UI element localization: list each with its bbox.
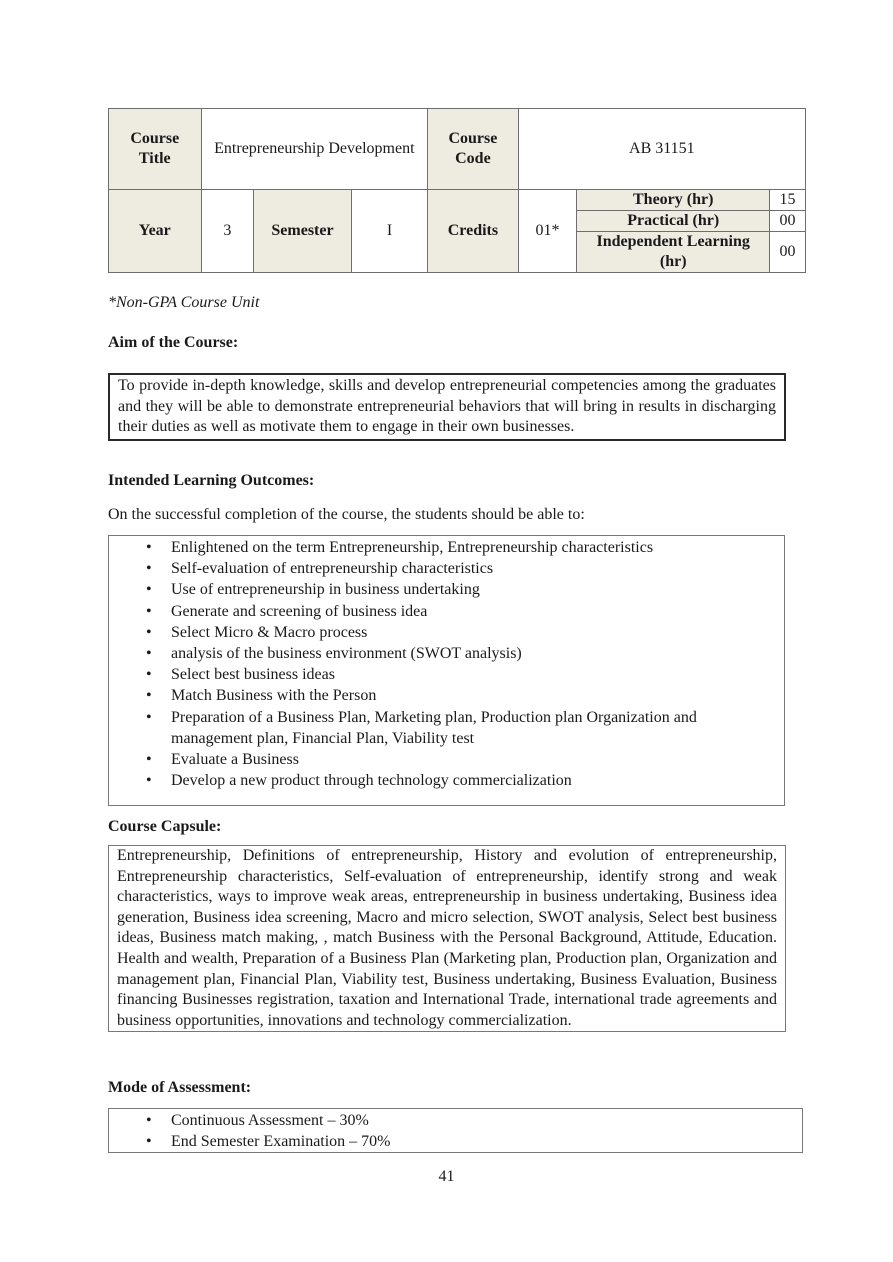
page-number: 41 xyxy=(438,1168,455,1185)
bullet-icon: • xyxy=(146,687,152,705)
bullet-icon: • xyxy=(146,772,152,790)
bullet-icon: • xyxy=(146,623,152,641)
bullet-icon: • xyxy=(146,581,152,599)
theory-hours-value: 15 xyxy=(770,190,806,211)
list-item: • Self-evaluation of entrepreneurship characteristics xyxy=(109,558,776,579)
list-item: • Use of entrepreneurship in business undertaking xyxy=(109,579,776,600)
list-item: • Generate and screening of business idea xyxy=(109,601,776,622)
year-label: Year xyxy=(109,190,202,273)
aim-text-box: To provide in-depth knowledge, skills and develop entrepreneurial competencies among the graduates and they will be able to demonstrate entrepreneurial behaviors that will bring in results in discharging their duties as well as motivate them to engage in their own businesses. xyxy=(108,373,786,441)
ilo-list xyxy=(109,537,776,791)
bullet-icon: • xyxy=(146,645,152,663)
list-item: • Match Business with the Person xyxy=(109,685,776,706)
bullet-icon: • xyxy=(146,560,152,578)
bullet-icon: • xyxy=(146,708,152,726)
independent-learning-hours-label: Independent Learning (hr) xyxy=(577,232,770,273)
theory-hours-label: Theory (hr) xyxy=(577,190,770,211)
bullet-icon: • xyxy=(146,1112,152,1129)
ilo-heading: Intended Learning Outcomes: xyxy=(108,472,315,489)
list-item: • Continuous Assessment – 30% xyxy=(109,1110,794,1131)
capsule-text-box: Entrepreneurship, Definitions of entrepreneurship, History and evolution of entrepreneurship, Entrepreneurship characteristics, Self-evaluation of entrepreneurship, identify strong and weak characteristics, ways to improve weak areas, entrepreneurship in business undertaking, Business idea generation, Business idea screening, Macro and micro selection, SWOT analysis, Select best business ideas, Business match making, , match Business with the Personal Background, Attitude, Education. Health and wealth, Preparation of a Business Plan (Marketing plan, Production plan, Organization and management plan, Financial Plan, Viability test, Business undertaking, Business Evaluation, Business financing Businesses registration, taxation and International Trade, international trade agreements and business opportunities, innovations and technology commercialization. xyxy=(108,845,786,1032)
bullet-icon: • xyxy=(146,666,152,684)
aim-heading: Aim of the Course: xyxy=(108,334,239,351)
semester-label: Semester xyxy=(254,190,352,273)
course-title-value: Entrepreneurship Development xyxy=(201,109,428,190)
course-title-label: Course Title xyxy=(109,109,202,190)
list-item: • End Semester Examination – 70% xyxy=(109,1131,794,1152)
assessment-list xyxy=(109,1110,794,1152)
year-value: 3 xyxy=(201,190,254,273)
list-item: • Select Micro & Macro process xyxy=(109,622,776,643)
assessment-heading: Mode of Assessment: xyxy=(108,1079,252,1096)
course-code-label: Course Code xyxy=(428,109,519,190)
capsule-heading: Course Capsule: xyxy=(108,818,222,835)
practical-hours-label: Practical (hr) xyxy=(577,211,770,232)
credits-label: Credits xyxy=(428,190,519,273)
bullet-icon: • xyxy=(146,751,152,769)
practical-hours-value: 00 xyxy=(770,211,806,232)
credits-value: 01* xyxy=(518,190,577,273)
list-item: • Enlightened on the term Entrepreneurship, Entrepreneurship characteristics xyxy=(109,537,776,558)
course-info-table xyxy=(108,108,806,273)
bullet-icon: • xyxy=(146,602,152,620)
bullet-icon: • xyxy=(146,1133,152,1151)
list-item: • Evaluate a Business xyxy=(109,749,776,770)
independent-learning-hours-value: 00 xyxy=(770,232,806,273)
list-item: • Select best business ideas xyxy=(109,664,776,685)
list-item: • analysis of the business environment (SWOT analysis) xyxy=(109,643,776,664)
list-item: • Develop a new product through technology commercialization xyxy=(109,770,776,791)
semester-value: I xyxy=(351,190,427,273)
non-gpa-note: *Non-GPA Course Unit xyxy=(108,294,260,311)
ilo-intro: On the successful completion of the course, the students should be able to: xyxy=(108,506,585,523)
bullet-icon: • xyxy=(146,539,152,556)
assessment-list-box xyxy=(108,1108,803,1153)
course-code-value: AB 31151 xyxy=(518,109,805,190)
ilo-list-box xyxy=(108,535,785,806)
list-item: • Preparation of a Business Plan, Marketing plan, Production plan Organization and management plan, Financial Plan, Viability test xyxy=(146,708,697,747)
